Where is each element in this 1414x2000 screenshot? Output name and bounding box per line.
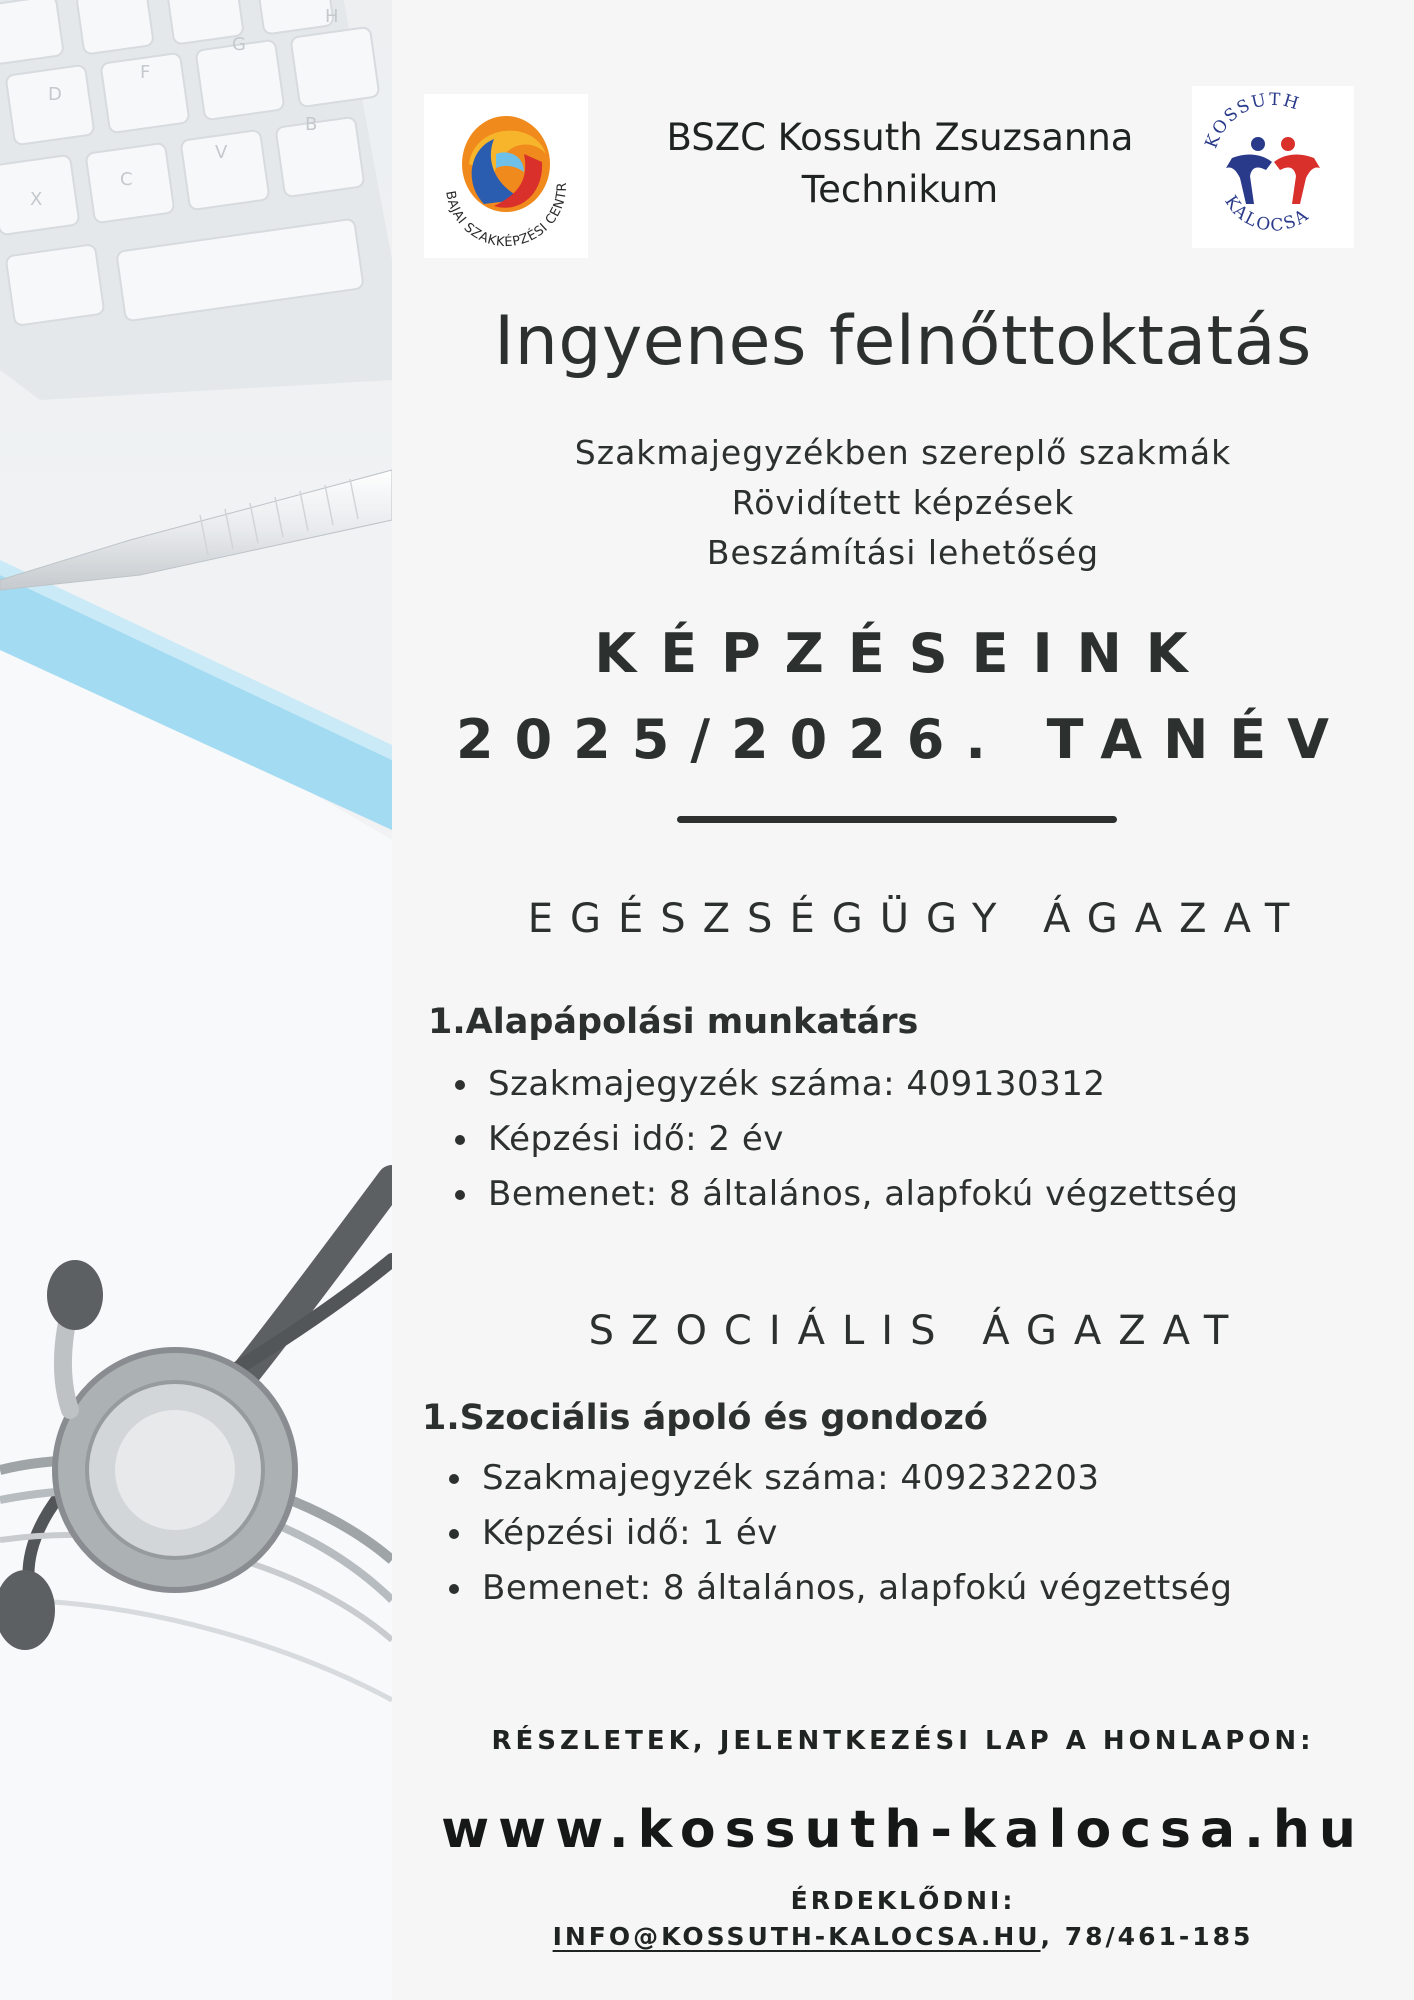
key-x-label: X (30, 189, 43, 210)
key-c-label: C (120, 169, 133, 190)
course-details-social (436, 1451, 1376, 1616)
bszc-emblem (424, 94, 588, 258)
kossuth-emblem (1192, 86, 1354, 248)
details-note: RÉSZLETEK, JELENTKEZÉSI LAP A HONLAPON: (491, 1726, 1315, 1756)
key-f-label: F (140, 62, 151, 83)
programs-title: KÉPZÉSEINK (594, 622, 1212, 685)
email-link[interactable]: INFO@KOSSUTH-KALOCSA.HU (552, 1922, 1041, 1951)
contact-label: ÉRDEKLŐDNI: (790, 1886, 1016, 1915)
sector-heading-social: SZOCIÁLIS ÁGAZAT (588, 1308, 1246, 1354)
course-title-health: 1.Alapápolási munkatárs (428, 1002, 919, 1042)
key-b-label: B (305, 114, 318, 135)
feature-item: Beszámítási lehetőség (706, 533, 1100, 572)
desk-illustration (0, 0, 392, 2000)
course-detail-item: • Szakmajegyzék száma: 409130312 (482, 1057, 1382, 1112)
bszc-logo-text: BAJAI SZAKKÉPZÉSI CENTR (442, 181, 571, 251)
website-link[interactable]: www.kossuth-kalocsa.hu (441, 1800, 1365, 1860)
key-h-label: H (325, 6, 339, 27)
course-details-health (442, 1057, 1382, 1222)
course-detail-item: • Képzési idő: 1 év (476, 1506, 1376, 1561)
desk-photo (0, 0, 392, 2000)
sector-heading-health: EGÉSZSÉGÜGY ÁGAZAT (527, 896, 1307, 942)
headline: Ingyenes felnőttoktatás (494, 302, 1312, 381)
kossuth-logo-bottom-text: KALOCSA (1220, 192, 1314, 236)
key-d-label: D (48, 84, 62, 105)
course-detail-item: • Szakmajegyzék száma: 409232203 (476, 1451, 1376, 1506)
school-name-line2: Technikum (801, 168, 999, 211)
phone-number: , 78/461-185 (1040, 1922, 1254, 1951)
bszc-logo (424, 94, 588, 258)
feature-item: Szakmajegyzékben szereplő szakmák (574, 433, 1232, 472)
course-title-social: 1.Szociális ápoló és gondozó (422, 1398, 988, 1438)
kossuth-logo-top-text: KOSSUTH (1201, 89, 1303, 152)
course-detail-item: • Bemenet: 8 általános, alapfokú végzettség (476, 1561, 1376, 1616)
key-g-label: G (232, 34, 246, 55)
divider (677, 816, 1117, 823)
course-detail-item: • Bemenet: 8 általános, alapfokú végzettség (482, 1167, 1382, 1222)
course-detail-item: • Képzési idő: 2 év (482, 1112, 1382, 1167)
school-year-title: 2025/2026. TANÉV (456, 708, 1350, 771)
contact-line (392, 1922, 1414, 1951)
school-name (620, 112, 1180, 216)
kossuth-logo (1192, 86, 1354, 248)
school-name-line1: BSZC Kossuth Zsuzsanna (666, 116, 1134, 159)
features-list (392, 428, 1414, 578)
feature-item: Rövidített képzések (731, 483, 1075, 522)
key-v-label: V (215, 142, 228, 163)
